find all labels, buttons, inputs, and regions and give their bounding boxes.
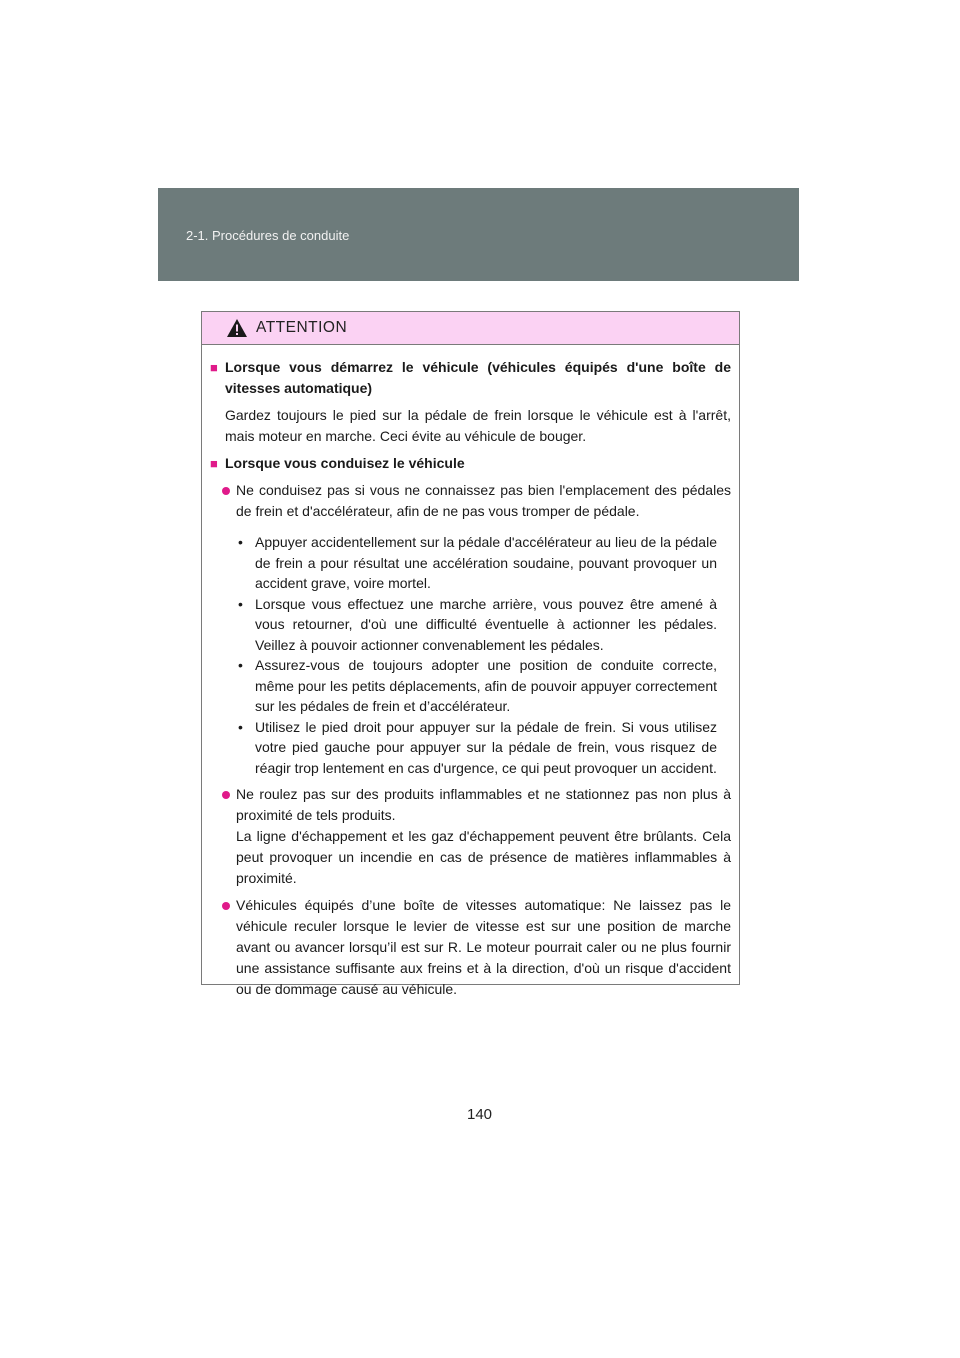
warning-box: [201, 311, 740, 997]
square-bullet-icon: ■: [210, 360, 218, 375]
sub-bullet: • Utilisez le pied droit pour appuyer sur la pédale de frein. Si vous utilisez votre pied gauche pour appuyer sur la pédale de frein, vous risquez de réagir trop lentement en cas d'urgence, ce qui peut provoquer un accident.: [238, 718, 717, 776]
subheading-start-text: Lorsque vous démarrez le véhicule (véhicules équipés d'une boîte de vitesses automatique): [225, 359, 731, 396]
section-title: 2-1. Procédures de conduite: [186, 228, 350, 243]
sub-bullet: • Assurez-vous de toujours adopter une position de conduite correcte, même pour les petits déplacements, afin de pouvoir appuyer correctement sur les pédales de frein et d’accélérateur.: [238, 657, 717, 714]
sub-bullet-list: [238, 532, 717, 778]
warning-title: ATTENTION: [256, 319, 348, 336]
list-item: [210, 480, 731, 522]
list-item: [210, 895, 731, 1000]
paragraph-brake: Gardez toujours le pied sur la pédale de frein lorsque le véhicule est à l'arrêt, mais moteur en marche. Ceci évite au véhicule de bouger.: [225, 407, 731, 444]
list-item-text: Ne roulez pas sur des produits inflammables et ne stationnez pas non plus à proximité de tels produits. La ligne d'échappement et les gaz d'échappement peuvent être brûlants. Cela peut provoquer un incendie en cas de présence de matières inflammables à proximité.: [236, 786, 731, 886]
warning-body: [202, 345, 739, 1000]
subheading-driving: [210, 453, 731, 474]
subheading-start: [210, 357, 731, 399]
circle-bullet-icon: [222, 487, 230, 495]
circle-bullet-icon: [222, 791, 230, 799]
warning-header: [202, 312, 739, 345]
section-header-band: [158, 188, 799, 281]
subheading-driving-text: Lorsque vous conduisez le véhicule: [225, 455, 465, 471]
list-item-text: Ne conduisez pas si vous ne connaissez pas bien l'emplacement des pédales de frein et d'accélérateur, afin de ne pas vous tromper de pédale.: [236, 482, 731, 519]
page-number: 140: [467, 1106, 493, 1123]
square-bullet-icon: ■: [210, 456, 218, 471]
warning-triangle-icon: [226, 318, 248, 338]
sub-bullet: • Appuyer accidentellement sur la pédale d'accélérateur au lieu de la pédale de frein a pour résultat une accélération soudaine, pouvant provoquer un accident grave, voire mortel.: [238, 534, 717, 591]
list-item-text: Véhicules équipés d’une boîte de vitesses automatique: Ne laissez pas le véhicule reculer lorsque le levier de vitesse est sur une position de marche avant ou avancer lorsqu’il est sur R. Le moteur pourrait caler ou ne plus fournir une assistance suffisante aux freins et à la direction, d'où un risque d'accident ou de dommage causé au véhicule.: [236, 897, 731, 997]
list-item: [210, 784, 731, 889]
sub-bullet: • Lorsque vous effectuez une marche arrière, vous pouvez être amené à vous retourner, d'où une difficulté éventuelle à actionner les pédales. Veillez à pouvoir actionner convenablement les pédales.: [238, 595, 717, 653]
circle-bullet-icon: [222, 902, 230, 910]
